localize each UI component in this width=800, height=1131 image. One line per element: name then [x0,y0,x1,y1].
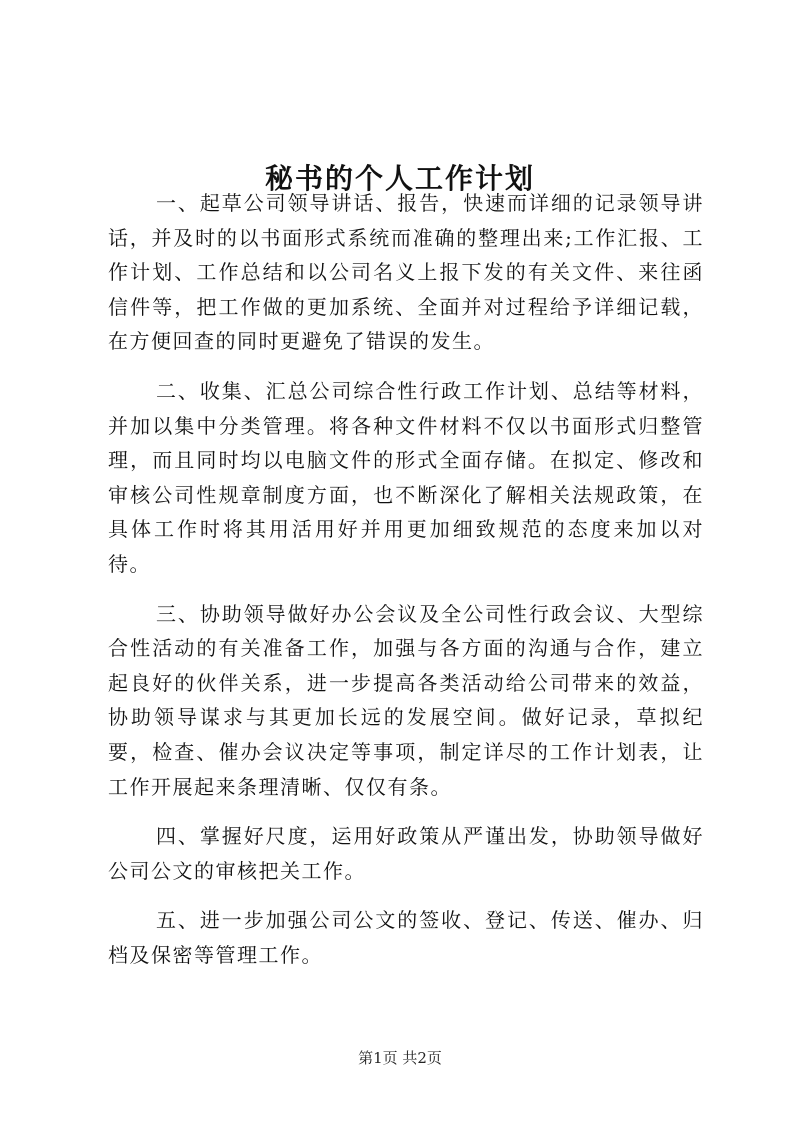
paragraph-3: 三、协助领导做好办公会议及全公司性行政会议、大型综合性活动的有关准备工作，加强与各方面的沟通与合作，建立起良好的伙伴关系，进一步提高各类活动给公司带来的效益，协助领导谋求与其更加长远的发展空间。做好记录，草拟纪要，检查、催办会议决定等事项，制定详尽的工作计划表，让工作开展起来条理清晰、仅仅有条。 [108,601,704,799]
paragraph-5: 五、进一步加强公司公文的签收、登记、传送、催办、归档及保密等管理工作。 [108,908,704,967]
document-body [108,186,704,972]
paragraph-2: 二、收集、汇总公司综合性行政工作计划、总结等材料，并加以集中分类管理。将各种文件材料不仅以书面形式归整管理，而且同时均以电脑文件的形式全面存储。在拟定、修改和审核公司性规章制度方面，也不断深化了解相关法规政策，在具体工作时将其用活用好并用更加细致规范的态度来加以对待。 [108,378,704,576]
document-title: 秘书的个人工作计划 [264,161,535,195]
paragraph-4: 四、掌握好尺度，运用好政策从严谨出发，协助领导做好公司公文的审核把关工作。 [108,824,704,883]
page-footer: 第1页 共2页 [358,1049,442,1067]
paragraph-1: 一、起草公司领导讲话、报告，快速而详细的记录领导讲话，并及时的以书面形式系统而准确的整理出来;工作汇报、工作计划、工作总结和以公司名义上报下发的有关文件、来往函信件等，把工作做的更加系统、全面并对过程给予详细记载，在方便回查的同时更避免了错误的发生。 [108,191,704,354]
